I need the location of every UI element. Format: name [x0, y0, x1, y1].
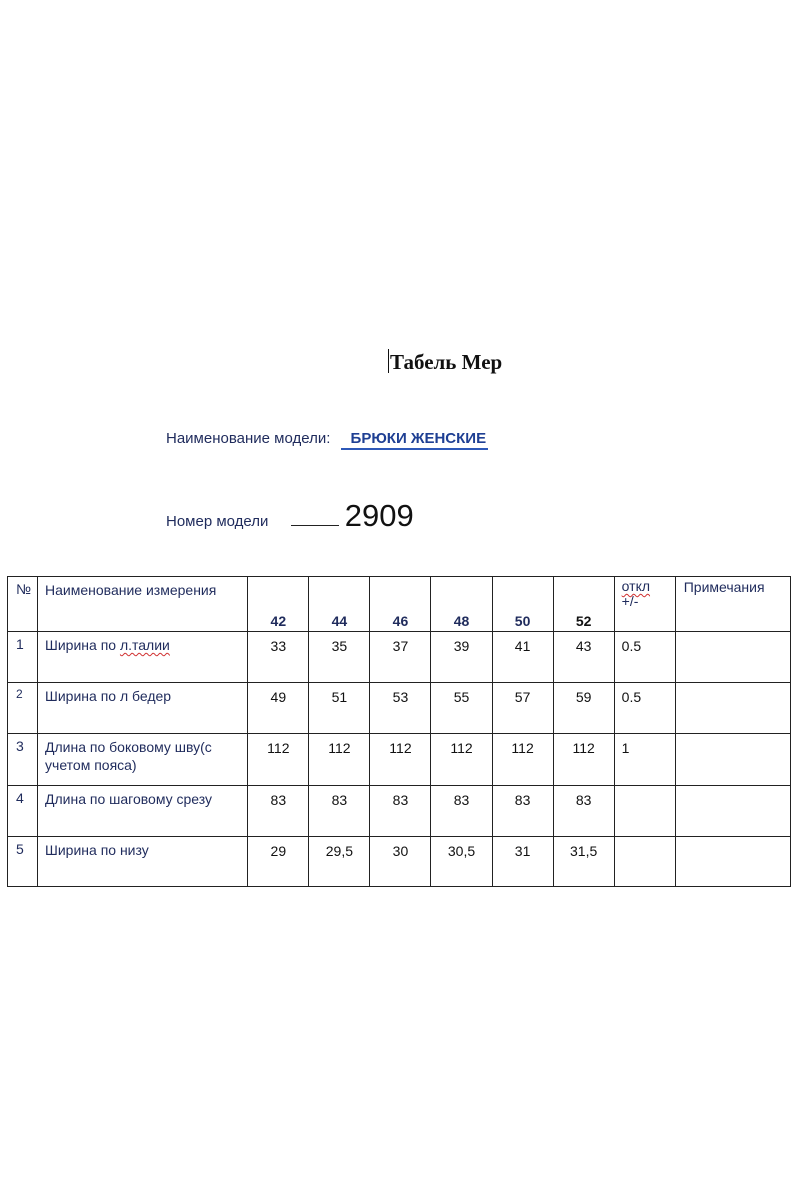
document-title [388, 349, 502, 375]
row-value: 112 [431, 734, 492, 786]
row-value: 59 [553, 683, 614, 734]
row-value: 53 [370, 683, 431, 734]
model-name-label: Наименование модели: [166, 430, 331, 447]
row-value: 112 [370, 734, 431, 786]
row-value: 51 [309, 683, 370, 734]
row-deviation [614, 837, 675, 887]
row-name [38, 632, 248, 683]
row-name: Ширина по л бедер [38, 683, 248, 734]
model-number-underline [291, 525, 339, 526]
header-deviation-line2: +/- [621, 593, 639, 609]
text-cursor [388, 349, 389, 373]
row-value: 112 [492, 734, 553, 786]
row-value: 83 [431, 786, 492, 837]
row-value: 29 [248, 837, 309, 887]
row-value: 33 [248, 632, 309, 683]
row-name-part1: Ширина по [45, 637, 120, 653]
row-num: 1 [8, 632, 38, 683]
table-header-row [8, 577, 791, 632]
row-note [675, 632, 790, 683]
row-note [675, 734, 790, 786]
row-note [675, 683, 790, 734]
header-deviation [614, 577, 675, 632]
table-row [8, 683, 791, 734]
row-value: 83 [309, 786, 370, 837]
row-num: 2 [8, 683, 38, 734]
header-notes: Примечания [675, 577, 790, 632]
model-name-row [166, 430, 488, 450]
row-value: 37 [370, 632, 431, 683]
row-num: 4 [8, 786, 38, 837]
row-value: 41 [492, 632, 553, 683]
row-value: 83 [248, 786, 309, 837]
header-deviation-line1: откл [621, 578, 651, 594]
row-value: 29,5 [309, 837, 370, 887]
row-deviation: 0.5 [614, 683, 675, 734]
model-number-value: 2909 [344, 498, 414, 533]
document-title-text: Табель Мер [390, 350, 503, 374]
row-note [675, 837, 790, 887]
table-row [8, 786, 791, 837]
table-row [8, 632, 791, 683]
header-size-48: 48 [431, 577, 492, 632]
row-deviation [614, 786, 675, 837]
row-value: 112 [248, 734, 309, 786]
header-size-42: 42 [248, 577, 309, 632]
model-name-value: БРЮКИ ЖЕНСКИЕ [341, 430, 489, 450]
model-number-row [166, 498, 414, 534]
row-name: Ширина по низу [38, 837, 248, 887]
row-value: 83 [370, 786, 431, 837]
row-value: 35 [309, 632, 370, 683]
header-size-44: 44 [309, 577, 370, 632]
row-num: 5 [8, 837, 38, 887]
header-name: Наименование измерения [38, 577, 248, 632]
table-row [8, 837, 791, 887]
row-value: 30 [370, 837, 431, 887]
row-value: 83 [492, 786, 553, 837]
row-value: 112 [309, 734, 370, 786]
row-value: 39 [431, 632, 492, 683]
row-value: 30,5 [431, 837, 492, 887]
row-value: 112 [553, 734, 614, 786]
header-size-50: 50 [492, 577, 553, 632]
row-note [675, 786, 790, 837]
row-num: 3 [8, 734, 38, 786]
row-deviation: 1 [614, 734, 675, 786]
measurements-table [7, 576, 791, 887]
row-value: 31,5 [553, 837, 614, 887]
row-name: Длина по шаговому срезу [38, 786, 248, 837]
table-row [8, 734, 791, 786]
header-size-46: 46 [370, 577, 431, 632]
row-value: 49 [248, 683, 309, 734]
row-value: 83 [553, 786, 614, 837]
row-value: 43 [553, 632, 614, 683]
header-num: № [8, 577, 38, 632]
header-size-52: 52 [553, 577, 614, 632]
row-value: 31 [492, 837, 553, 887]
row-name: Длина по боковому шву(с учетом пояса) [38, 734, 248, 786]
row-value: 57 [492, 683, 553, 734]
model-number-label: Номер модели [166, 513, 269, 530]
row-name-part2: л.талии [119, 637, 170, 653]
row-value: 55 [431, 683, 492, 734]
row-deviation: 0.5 [614, 632, 675, 683]
